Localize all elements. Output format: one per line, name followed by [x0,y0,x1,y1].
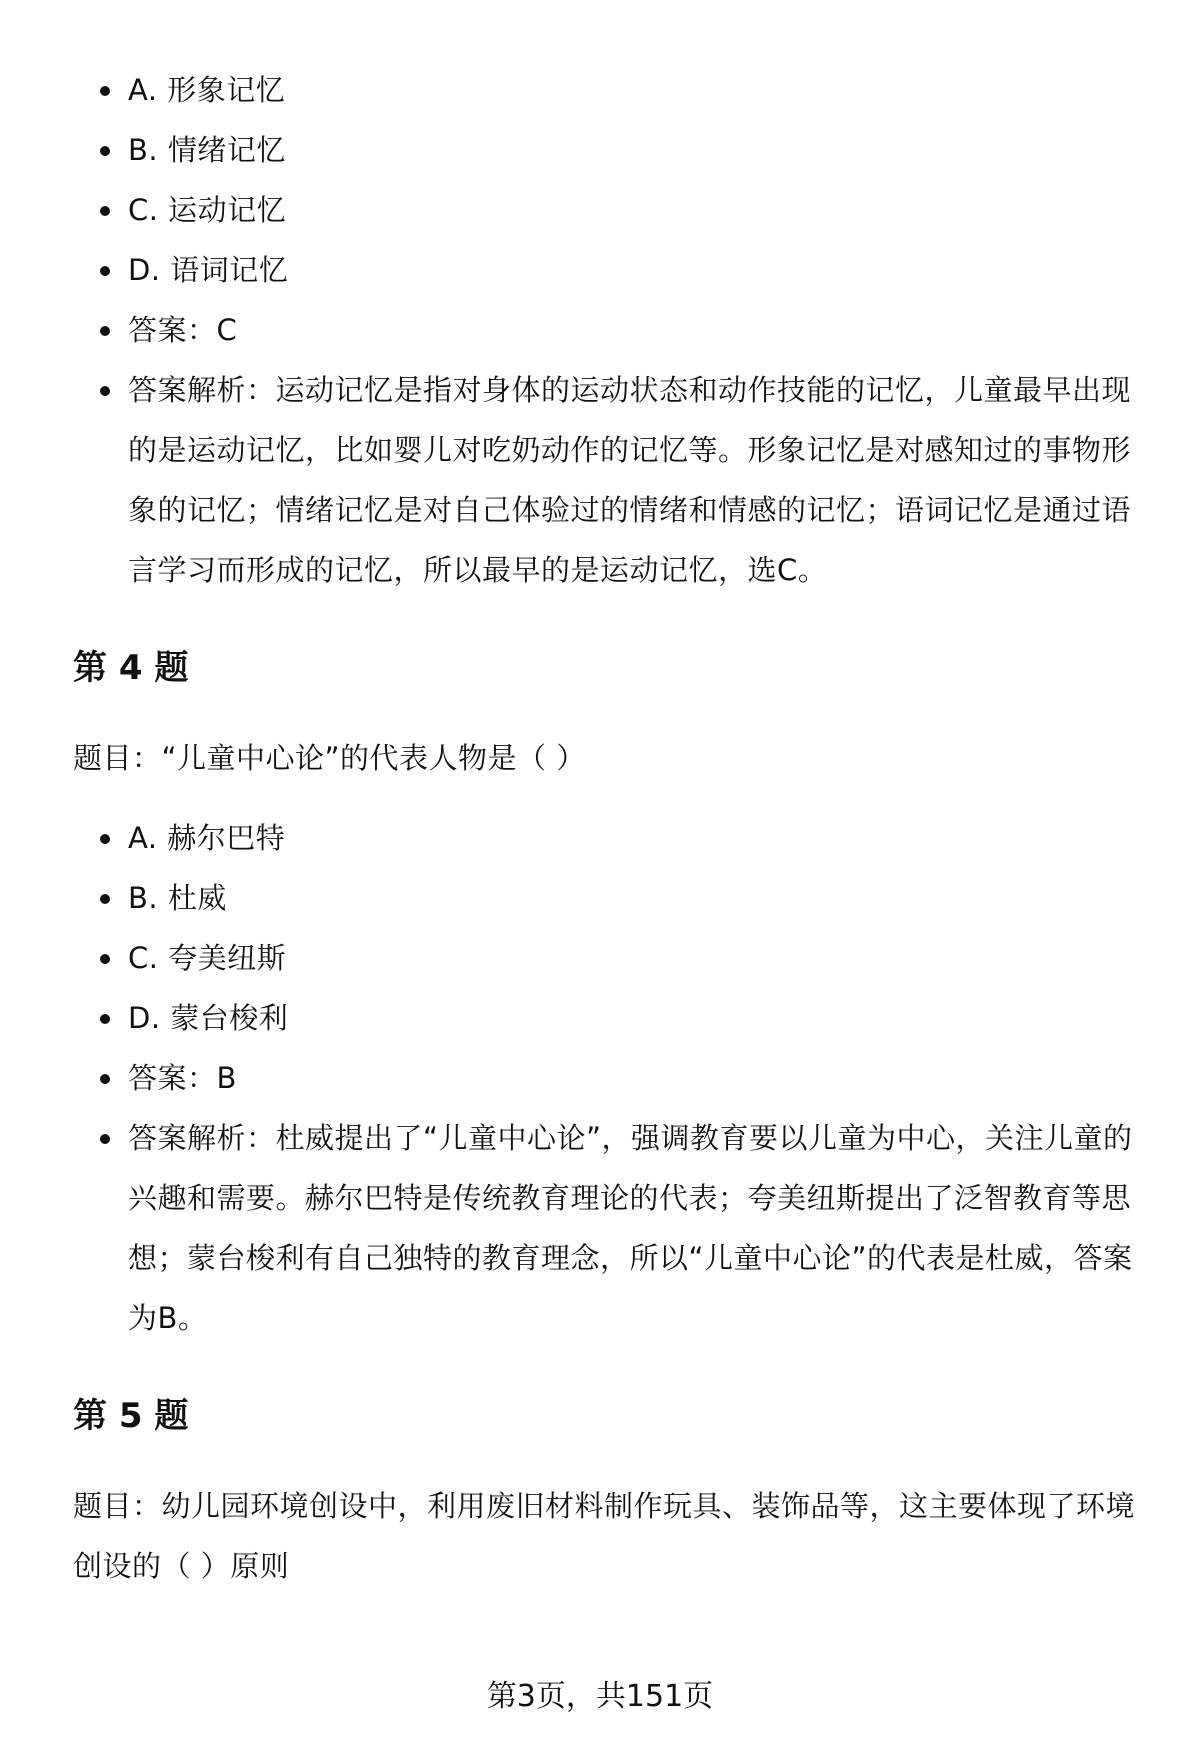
q3-option-d: D. 语词记忆 [73,240,1153,300]
q3-option-c: C. 运动记忆 [73,180,1153,240]
q4-explanation: 答案解析：杜威提出了“儿童中心论”，强调教育要以儿童为中心，关注儿童的兴趣和需要。赫尔巴特是传统教育理论的代表；夸美纽斯提出了泛智教育等思想；蒙台梭利有自己独特的教育理念，所以“儿童中心论”的代表是杜威，答案为B。 [73,1108,1153,1348]
q5-question: 题目：幼儿园环境创设中，利用废旧材料制作玩具、装饰品等，这主要体现了环境创设的（ ）原则 [73,1489,1136,1583]
q3-explanation: 答案解析：运动记忆是指对身体的运动状态和动作技能的记忆，儿童最早出现的是运动记忆，比如婴儿对吃奶动作的记忆等。形象记忆是对感知过的事物形象的记忆；情绪记忆是对自己体验过的情绪和情感的记忆；语词记忆是通过语言学习而形成的记忆，所以最早的是运动记忆，选C。 [73,360,1153,600]
page-content [73,60,1153,1616]
q4-question: 题目：“儿童中心论”的代表人物是（ ） [73,741,586,775]
q5-heading: 第 5 题 [73,1396,189,1436]
q3-option-b: B. 情绪记忆 [73,120,1153,180]
q4-option-d: D. 蒙台梭利 [73,988,1153,1048]
q4-heading: 第 4 题 [73,648,189,688]
q3-option-list [73,60,1153,600]
q4-option-b: B. 杜威 [73,868,1153,928]
q4-option-list [73,808,1153,1348]
q4-option-c: C. 夸美纽斯 [73,928,1153,988]
q3-option-a: A. 形象记忆 [73,60,1153,120]
page-footer: 第3页，共151页 [486,1679,714,1714]
q4-answer: 答案：B [73,1048,1153,1108]
q4-option-a: A. 赫尔巴特 [73,808,1153,868]
q3-answer: 答案：C [73,300,1153,360]
